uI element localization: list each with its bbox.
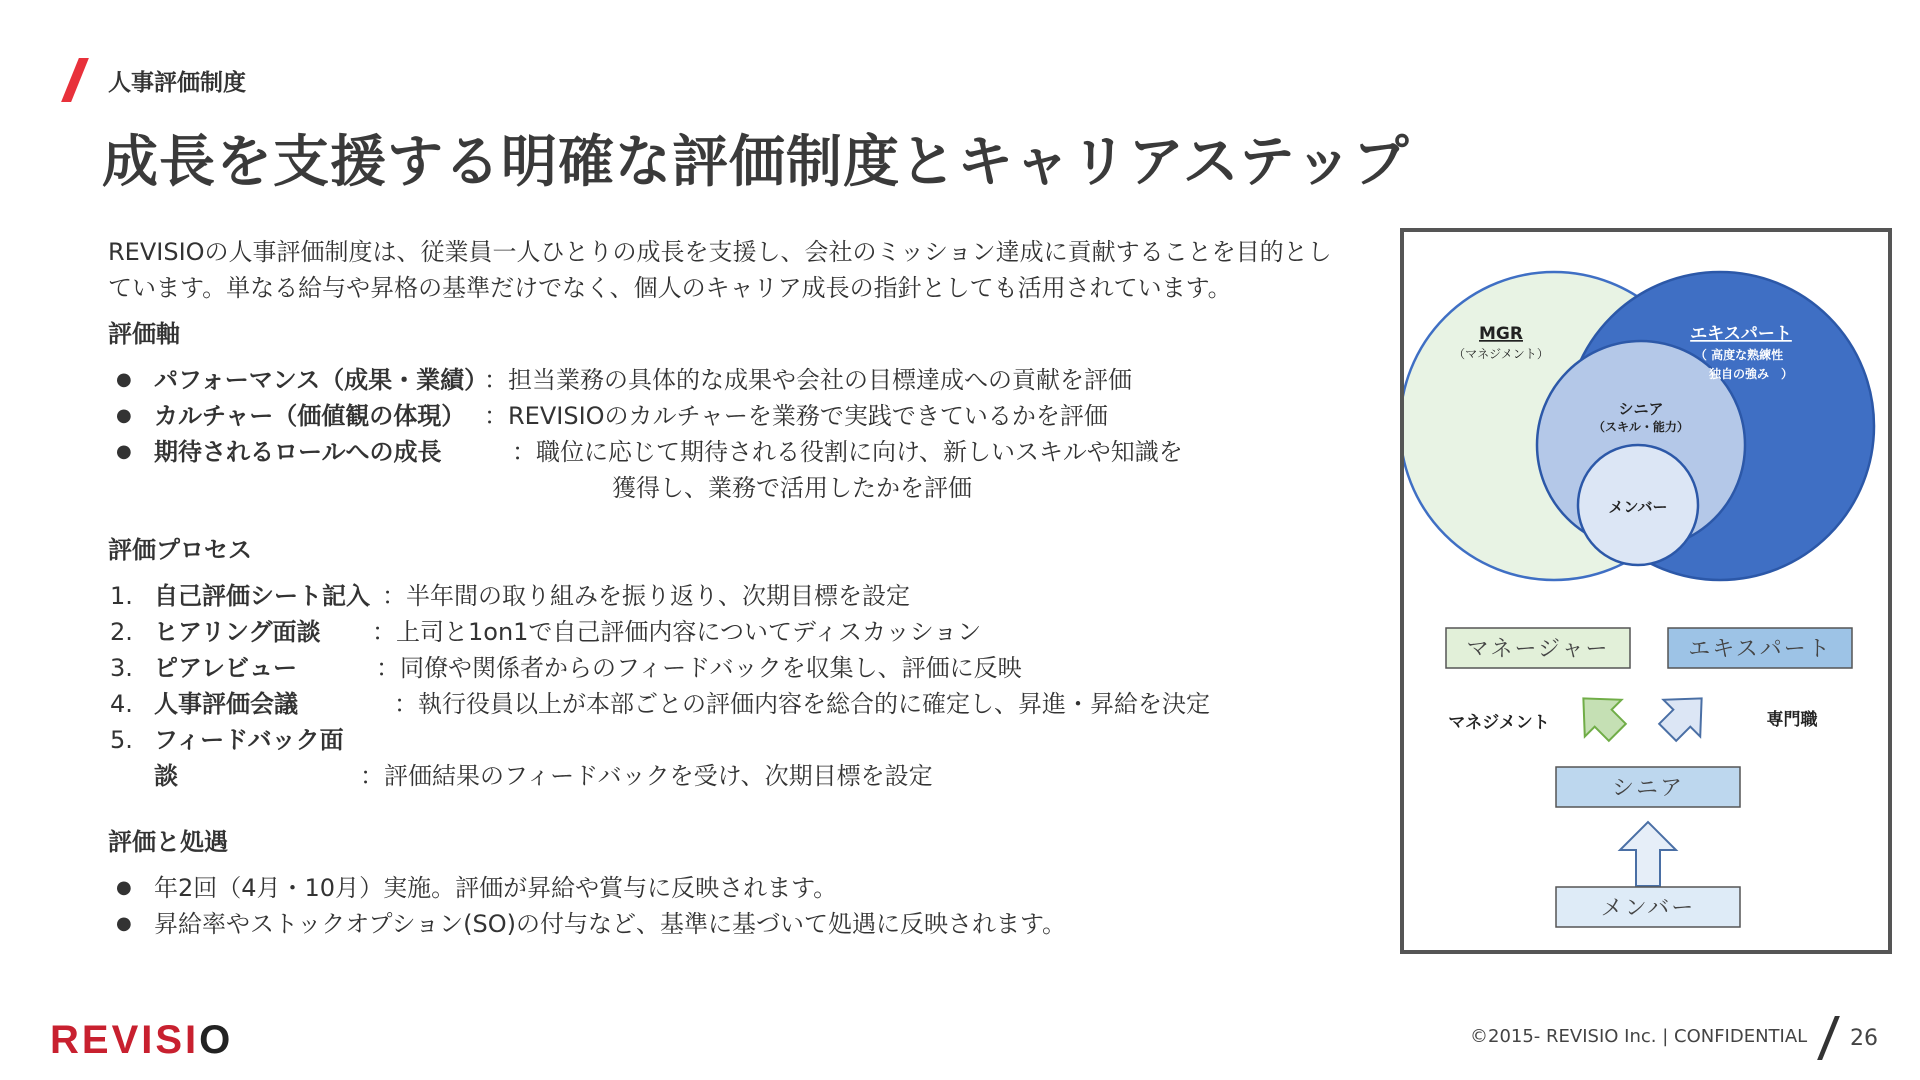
logo-o: O	[199, 1018, 234, 1062]
senior-box-label: シニア	[1611, 776, 1685, 801]
section-label: 人事評価制度	[108, 70, 246, 96]
list-item	[108, 578, 1358, 614]
revisio-logo	[50, 1018, 233, 1063]
expert-label: エキスパート	[1690, 324, 1792, 344]
axis-heading: 評価軸	[108, 320, 180, 348]
intro-line-1: REVISIOの人事評価制度は、従業員一人ひとりの成長を支援し、会社のミッション達成に貢献することを目的とし	[108, 238, 1332, 266]
axis-term: カルチャー（価値観の体現）	[154, 402, 466, 430]
process-heading: 評価プロセス	[108, 536, 252, 564]
step-term: フィードバック面談	[154, 726, 344, 790]
list-item	[108, 398, 1358, 434]
page-number: 26	[1850, 1026, 1878, 1051]
senior-sub-label: （スキル・能力）	[1593, 420, 1689, 434]
list-item: ● 年2回（4月・10月）実施。評価が昇給や賞与に反映されます。	[108, 870, 1358, 906]
list-item	[108, 434, 1358, 506]
specialist-track-label: 専門職	[1766, 710, 1818, 730]
main-content	[108, 234, 1358, 968]
process-list	[108, 578, 1358, 794]
axis-term: 期待されるロールへの成長	[154, 438, 442, 466]
copyright-text: ©2015- REVISIO Inc. | CONFIDENTIAL	[1470, 1026, 1808, 1047]
senior-label: シニア	[1618, 400, 1664, 418]
mgr-label: MGR	[1479, 324, 1523, 344]
expert-sub-label-1: （ 高度な熟練性	[1694, 348, 1784, 362]
step-number: 4.	[110, 690, 133, 718]
list-item	[108, 650, 1358, 686]
expert-sub-label-2: 独自の強み ）	[1708, 367, 1794, 381]
list-item: ● 昇給率やストックオプション(SO)の付与など、基準に基づいて処遇に反映されます。	[108, 906, 1358, 942]
manager-box-label: マネージャー	[1466, 637, 1610, 662]
career-diagram-panel	[1400, 228, 1892, 954]
step-number: 3.	[110, 654, 133, 682]
logo-text: REVISI	[50, 1018, 200, 1062]
step-term: ピアレビュー	[154, 654, 298, 682]
treatment-list	[108, 870, 1358, 942]
step-desc: ：半年間の取り組みを振り返り、次期目標を設定	[382, 582, 910, 610]
intro-line-2: ています。単なる給与や昇格の基準だけでなく、個人のキャリア成長の指針としても活用されています。	[108, 274, 1232, 302]
step-term: 人事評価会議	[154, 690, 298, 718]
step-desc: ：執行役員以上が本部ごとの評価内容を総合的に確定し、昇進・昇給を決定	[394, 690, 1210, 718]
accent-slash	[61, 58, 89, 102]
list-item	[108, 722, 1358, 794]
list-item	[108, 686, 1358, 722]
arrow-up-icon	[1620, 822, 1676, 886]
footer-slash	[1817, 1016, 1840, 1060]
career-diagram	[1404, 232, 1888, 950]
page-title: 成長を支援する明確な評価制度とキャリアステップ	[102, 130, 1410, 195]
axis-term: パフォーマンス（成果・業績）	[154, 366, 489, 394]
axis-desc: ：職位に応じて期待される役割に向け、新しいスキルや知識を	[512, 438, 1183, 466]
mgr-sub-label: （マネジメント）	[1453, 347, 1549, 361]
axis-desc: ：担当業務の具体的な成果や会社の目標達成への貢献を評価	[484, 366, 1132, 394]
arrow-to-expert-icon	[1649, 680, 1720, 751]
list-item	[108, 614, 1358, 650]
step-desc: ：同僚や関係者からのフィードバックを収集し、評価に反映	[376, 654, 1022, 682]
management-track-label: マネジメント	[1448, 713, 1550, 733]
axis-desc-continued: 獲得し、業務で活用したかを評価	[612, 474, 972, 502]
step-number: 1.	[110, 582, 133, 610]
member-box-label: メンバー	[1600, 896, 1696, 921]
member-label: メンバー	[1608, 498, 1668, 516]
axis-desc: ：REVISIOのカルチャーを業務で実践できているかを評価	[484, 402, 1108, 430]
expert-box-label: エキスパート	[1688, 637, 1832, 662]
intro-text	[108, 234, 1358, 306]
step-desc: ：上司と1on1で自己評価内容についてディスカッション	[372, 618, 982, 646]
axis-list	[108, 362, 1358, 506]
treatment-heading: 評価と処遇	[108, 828, 228, 856]
step-desc: ：評価結果のフィードバックを受け、次期目標を設定	[360, 762, 933, 790]
list-item	[108, 362, 1358, 398]
step-term: ヒアリング面談	[154, 618, 321, 646]
step-number: 2.	[110, 618, 133, 646]
step-term: 自己評価シート記入	[154, 582, 370, 610]
arrow-to-manager-icon	[1565, 680, 1636, 751]
step-number: 5.	[110, 726, 133, 754]
